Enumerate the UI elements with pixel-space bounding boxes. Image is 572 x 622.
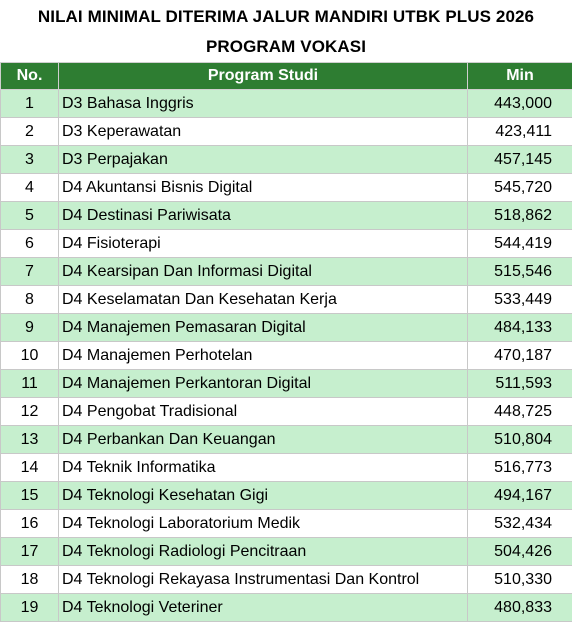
table-header-row: [1, 63, 572, 90]
row-program: D3 Keperawatan: [59, 118, 468, 146]
row-number: 19: [1, 594, 59, 622]
row-number: 4: [1, 174, 59, 202]
table-row: [1, 146, 572, 174]
table-row: [1, 230, 572, 258]
row-min: 457,145: [468, 146, 572, 174]
table-row: [1, 174, 572, 202]
row-number: 8: [1, 286, 59, 314]
row-number: 9: [1, 314, 59, 342]
table-row: [1, 482, 572, 510]
row-min: 545,720: [468, 174, 572, 202]
table-row: [1, 398, 572, 426]
row-number: 1: [1, 90, 59, 118]
row-program: D4 Teknologi Laboratorium Medik: [59, 510, 468, 538]
row-program: D4 Manajemen Pemasaran Digital: [59, 314, 468, 342]
row-program: D4 Akuntansi Bisnis Digital: [59, 174, 468, 202]
table-row: [1, 258, 572, 286]
row-min: 448,725: [468, 398, 572, 426]
row-min: 510,330: [468, 566, 572, 594]
table-row: [1, 510, 572, 538]
table-row: [1, 202, 572, 230]
table-row: [1, 118, 572, 146]
row-min: 470,187: [468, 342, 572, 370]
row-number: 6: [1, 230, 59, 258]
row-program: D4 Destinasi Pariwisata: [59, 202, 468, 230]
row-min: 511,593: [468, 370, 572, 398]
row-min: 504,426: [468, 538, 572, 566]
table-row: [1, 314, 572, 342]
table-row: [1, 594, 572, 622]
row-min: 544,419: [468, 230, 572, 258]
row-number: 17: [1, 538, 59, 566]
row-min: 510,804: [468, 426, 572, 454]
row-min: 532,434: [468, 510, 572, 538]
row-program: D4 Keselamatan Dan Kesehatan Kerja: [59, 286, 468, 314]
row-number: 7: [1, 258, 59, 286]
page-title: NILAI MINIMAL DITERIMA JALUR MANDIRI UTBK PLUS 2026: [0, 0, 572, 32]
row-program: D4 Kearsipan Dan Informasi Digital: [59, 258, 468, 286]
row-min: 443,000: [468, 90, 572, 118]
row-program: D4 Teknologi Radiologi Pencitraan: [59, 538, 468, 566]
row-program: D4 Teknologi Kesehatan Gigi: [59, 482, 468, 510]
header-program: Program Studi: [59, 63, 468, 90]
row-number: 11: [1, 370, 59, 398]
row-min: 480,833: [468, 594, 572, 622]
row-program: D4 Perbankan Dan Keuangan: [59, 426, 468, 454]
table-row: [1, 90, 572, 118]
scores-table: [0, 62, 572, 622]
row-number: 12: [1, 398, 59, 426]
table-row: [1, 538, 572, 566]
row-program: D4 Teknologi Veteriner: [59, 594, 468, 622]
row-program: D4 Fisioterapi: [59, 230, 468, 258]
row-number: 3: [1, 146, 59, 174]
row-program: D4 Pengobat Tradisional: [59, 398, 468, 426]
table-row: [1, 566, 572, 594]
row-program: D3 Bahasa Inggris: [59, 90, 468, 118]
table-row: [1, 426, 572, 454]
header-min: Min: [468, 63, 572, 90]
row-number: 16: [1, 510, 59, 538]
table-row: [1, 286, 572, 314]
table-row: [1, 454, 572, 482]
row-min: 423,411: [468, 118, 572, 146]
row-program: D4 Manajemen Perkantoran Digital: [59, 370, 468, 398]
row-number: 10: [1, 342, 59, 370]
table-row: [1, 370, 572, 398]
header-no: No.: [1, 63, 59, 90]
row-program: D4 Manajemen Perhotelan: [59, 342, 468, 370]
row-number: 15: [1, 482, 59, 510]
row-number: 18: [1, 566, 59, 594]
row-number: 5: [1, 202, 59, 230]
row-min: 516,773: [468, 454, 572, 482]
row-min: 518,862: [468, 202, 572, 230]
table-row: [1, 342, 572, 370]
row-min: 484,133: [468, 314, 572, 342]
row-number: 14: [1, 454, 59, 482]
row-program: D4 Teknologi Rekayasa Instrumentasi Dan Kontrol: [59, 566, 468, 594]
row-number: 13: [1, 426, 59, 454]
row-program: D3 Perpajakan: [59, 146, 468, 174]
row-min: 515,546: [468, 258, 572, 286]
page-subtitle: PROGRAM VOKASI: [0, 32, 572, 62]
row-program: D4 Teknik Informatika: [59, 454, 468, 482]
row-number: 2: [1, 118, 59, 146]
row-min: 494,167: [468, 482, 572, 510]
row-min: 533,449: [468, 286, 572, 314]
